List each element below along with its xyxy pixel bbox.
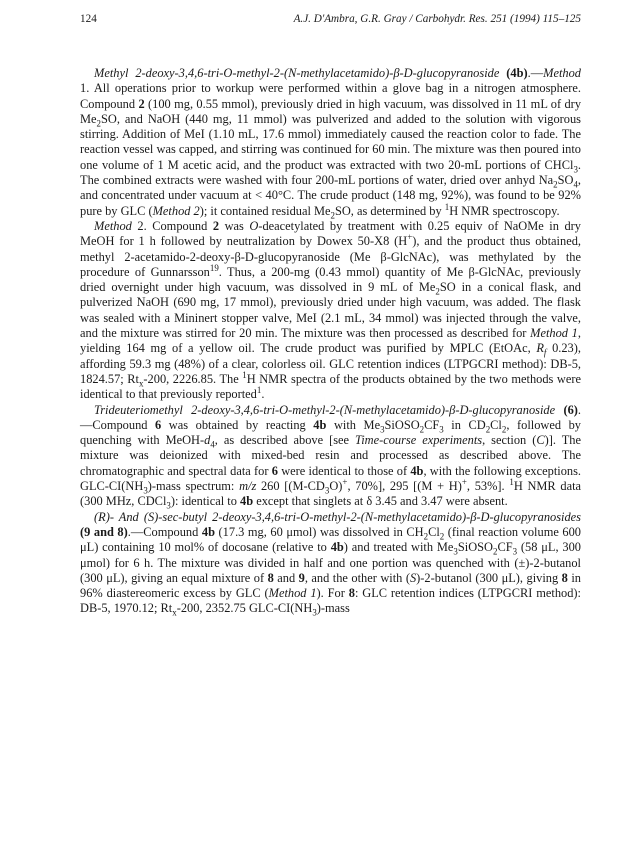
compound-heading: Methyl 2-deoxy-3,4,6-tri-O-methyl-2-(N-methylacetamido)-β-D-glucopyranoside (94, 66, 500, 80)
reference-1: 1 (256, 385, 262, 396)
paragraph-method-1: Methyl 2-deoxy-3,4,6-tri-O-methyl-2-(N-methylacetamido)-β-D-glucopyranoside (4b).—Method 1. All operations prior to workup were performed within a glove bag in a nitrogen atmosphere. Compound 2 (100 mg, 0.55 mmol), previously dried in high vacuum, was dissolved in 11 mL of dry $Me_2SO$, and NaOH (440 mg, 11 mmol) was pulverized and added to the solution with vigorous stirring. Addition of MeI (1.10 mL, 17.6 mmol) immediately caused the reaction color to fade. The reaction vessel was capped, and stirring was continued for 60 min. The mixture was then poured into one volume of 1 M acetic acid, and the product was extracted with two 20-mL portions of CHCl$_3$. The combined extracts were washed with four 200-mL portions of water, dried over anhyd $Na_2SO_4$, and concentrated under vacuum at < 40°C. The crude product (148 mg, 92%), was found to be 92% pure by GLC (Method 2); it contained residual $Me_2SO$, as determined by $^1$H NMR spectroscopy. (80, 66, 582, 221)
paragraph-sec-butyl: (R)- And (S)-sec-butyl 2-deoxy-3,4,6-tri-O-methyl-2-(N-methylacetamido)-β-D-glucopyranosides (9 and 8).—Compound 4b (17.3 mg, 60 μmol) was dissolved in $CH_2Cl_2$ (final reaction volume 600 μL) containing 10 mol% of docosane (relative to 4b) and treated with $Me_3SiOSO_2CF_3$ (58 μL, 300 μmol) for 6 h. The mixture was divided in half and one portion was quenched with (±)-2-butanol (300 μL), giving an equal mixture of 8 and 9, and the other with (S)-2-butanol (300 μL), giving 8 in 96% diastereomeric excess by GLC (Method 1). For 8: GLC retention indices (LTPGCRI method): DB-5, 1970.12; $Rt_x-200$, 2352.75 GLC-$CI(NH_3)$-mass (80, 509, 581, 618)
compound-number: (4b) (506, 66, 528, 80)
compound-heading: (R)- And (S)-sec-butyl 2-deoxy-3,4,6-tri-O-methyl-2-(N-methylacetamido)-β-D-glucopyranosides (94, 509, 581, 524)
reference-19: 19 (209, 262, 219, 273)
compound-number: (6) (563, 402, 578, 417)
compound-heading: Trideuteriomethyl 2-deoxy-3,4,6-tri-O-methyl-2-(N-methylacetamido)-β-D-glucopyranoside (94, 402, 556, 417)
compound-number: (9 and 8) (80, 524, 128, 539)
journal-citation: A.J. D'Ambra, G.R. Gray / Carbohydr. Res. 251 (1994) 115–125 (293, 13, 581, 25)
paragraph-method-2: Method 2. Compound 2 was O-deacetylated by treatment with 0.25 equiv of NaOMe in dry MeOH for 1 h followed by neutralization by Dowex 50-X8 (H+), and the product thus obtained, methyl 2-acetamido-2-deoxy-β-D-glucopyranoside (Me β-GlcNAc), was methylated by the procedure of Gunnarsson$^{19}$. Thus, a 200-mg (0.43 mmol) quantity of Me β-GlcNAc, previously dried overnight under high vacuum, was dissolved in 9 mL of $Me_2SO$ in a conical flask, and pulverized NaOH (690 mg, 17 mmol), previously dried under high vacuum, was added. The flask was sealed with a Mininert stopper valve, MeI (2.1 mL, 34 mmol) was injected through the valve, and the mixture was stirred for 20 min. The mixture was then processed as described for Method 1, yielding 164 mg of a yellow oil. The crude product was purified by MPLC (EtOAc, $R_f$ 0.23), affording 59.3 mg (48%) of a clear, colorless oil. GLC retention indices (LTPGCRI method): DB-5, 1824.57; $Rt_x-200$, 2226.85. The $^1$H NMR spectra of the products obtained by the two methods were identical to that previously reported$^1$. (80, 218, 581, 402)
page-number: 124 (80, 13, 97, 25)
article-body (80, 66, 581, 617)
running-head (80, 12, 581, 28)
paragraph-trideuteriomethyl: Trideuteriomethyl 2-deoxy-3,4,6-tri-O-methyl-2-(N-methylacetamido)-β-D-glucopyranoside (6).—Compound 6 was obtained by reacting 4b with $Me_3SiOSO_2CF_3$ in $CD_2Cl_2$, followed by quenching with MeOH-$d_4$, as described above [see Time-course experiments, section (C)]. The mixture was deionized with mixed-bed resin and processed as described above. The chromatographic and spectral data for 6 were identical to those of 4b, with the following exceptions. GLC-$CI(NH_3)$-mass spectrum: m/z 260 [$(M-CD_3O)^+$, 70%], 295 [(M + H)+, 53%]. $^1$H NMR data (300 MHz, CDCl$_3$): identical to 4b except that singlets at δ 3.45 and 3.47 were absent. (80, 402, 582, 511)
